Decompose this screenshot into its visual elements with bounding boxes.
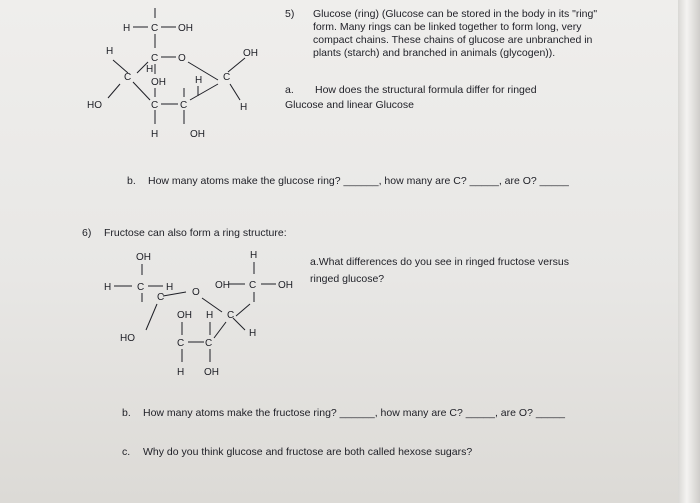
q6c-label: c. [122,446,131,458]
glucose-label-c2: C [180,100,188,111]
fructose-label-c2: C [227,310,235,321]
glucose-label-h-c5: H [106,46,114,57]
q6b-answer-blank-oxygen[interactable]: _____ [535,407,566,419]
fructose-label-h-left: H [104,282,112,293]
fructose-label-oh-top: OH [136,252,151,263]
glucose-label-oh-c4: OH [151,77,166,88]
glucose-label-c4: C [124,72,132,83]
q5b-text-oxygen: , are O? [498,175,537,187]
q6b-label: b. [122,407,131,419]
q6b-text-atoms: How many atoms make the fructose ring? [143,407,337,419]
glucose-label-oh-c2: OH [190,129,205,140]
q6b-text-carbon: , how many are C? [374,407,463,419]
fructose-label-h-ch2: H [166,282,174,293]
fructose-label-ho: HO [120,333,135,344]
glucose-label-ho-c4: HO [87,100,102,111]
q5a-label: a. [285,84,294,96]
glucose-label-oh-c1: OH [243,48,258,59]
fructose-label-h-c-right: OH [215,280,230,291]
fructose-label-c-ch2-right: C [249,280,257,291]
q6a-text-line1: a.What differences do you see in ringed fructose versus [310,256,569,268]
q5b-question [148,175,569,188]
glucose-label-h-c1: H [240,102,248,113]
fructose-label-c3: C [205,338,213,349]
glucose-label-c1: C [223,72,231,83]
q5a-text-line1: How does the structural formula differ for ringed [315,84,537,96]
q6-intro: Fructose can also form a ring structure: [104,227,287,239]
q6b-answer-blank-atoms[interactable]: ______ [339,407,375,419]
q5b-answer-blank-carbon[interactable]: _____ [469,175,499,187]
q6b-answer-blank-carbon[interactable]: _____ [465,407,495,419]
q6c-question: Why do you think glucose and fructose are both called hexose sugars? [143,446,473,458]
fructose-label-h-c3: H [206,310,214,321]
glucose-label-h-c4: H [146,64,154,75]
q5-intro: Glucose (ring) (Glucose can be stored in the body in its "ring" form. Many rings can be linked together to form long, very compact chains. These chains of glucose are unbranched in plants (starch) and branched in animals (glycogen)). [313,8,598,59]
glucose-label-h-top: H [123,23,131,34]
q6-number: 6) [82,227,92,239]
fructose-label-h-ch2-right: H [250,250,258,261]
glucose-label-o-ring: O [178,53,186,64]
glucose-label-h-c3: H [151,129,159,140]
q5b-answer-blank-oxygen[interactable]: _____ [539,175,569,187]
glucose-label-h-c2: H [195,75,203,86]
fructose-label-h-c4: H [177,367,185,378]
q5a-text-line2: Glucose and linear Glucose [285,99,414,111]
fructose-label-c5: C [157,292,165,303]
glucose-label-c5: C [151,53,159,64]
glucose-label-c-top: C [151,23,159,34]
glucose-label-c3: C [151,100,159,111]
fructose-label-h-c2: H [249,328,257,339]
q5-number: 5) [285,8,295,20]
fructose-label-oh-c3: OH [204,367,219,378]
q6b-text-oxygen: , are O? [494,407,533,419]
q5b-answer-blank-atoms[interactable]: ______ [343,175,379,187]
q5b-label: b. [127,175,136,187]
fructose-label-c4: C [177,338,185,349]
fructose-label-o-ring: O [192,287,200,298]
q6b-question [143,407,565,420]
fructose-label-oh-c4: OH [177,310,192,321]
q5b-text-atoms: How many atoms make the glucose ring? [148,175,341,187]
fructose-label-c-ch2: C [137,282,145,293]
glucose-label-oh-top: OH [178,23,193,34]
q5b-text-carbon: , how many are C? [378,175,467,187]
fructose-label-oh-right: OH [278,280,293,291]
q6a-text-line2: ringed glucose? [310,273,385,285]
